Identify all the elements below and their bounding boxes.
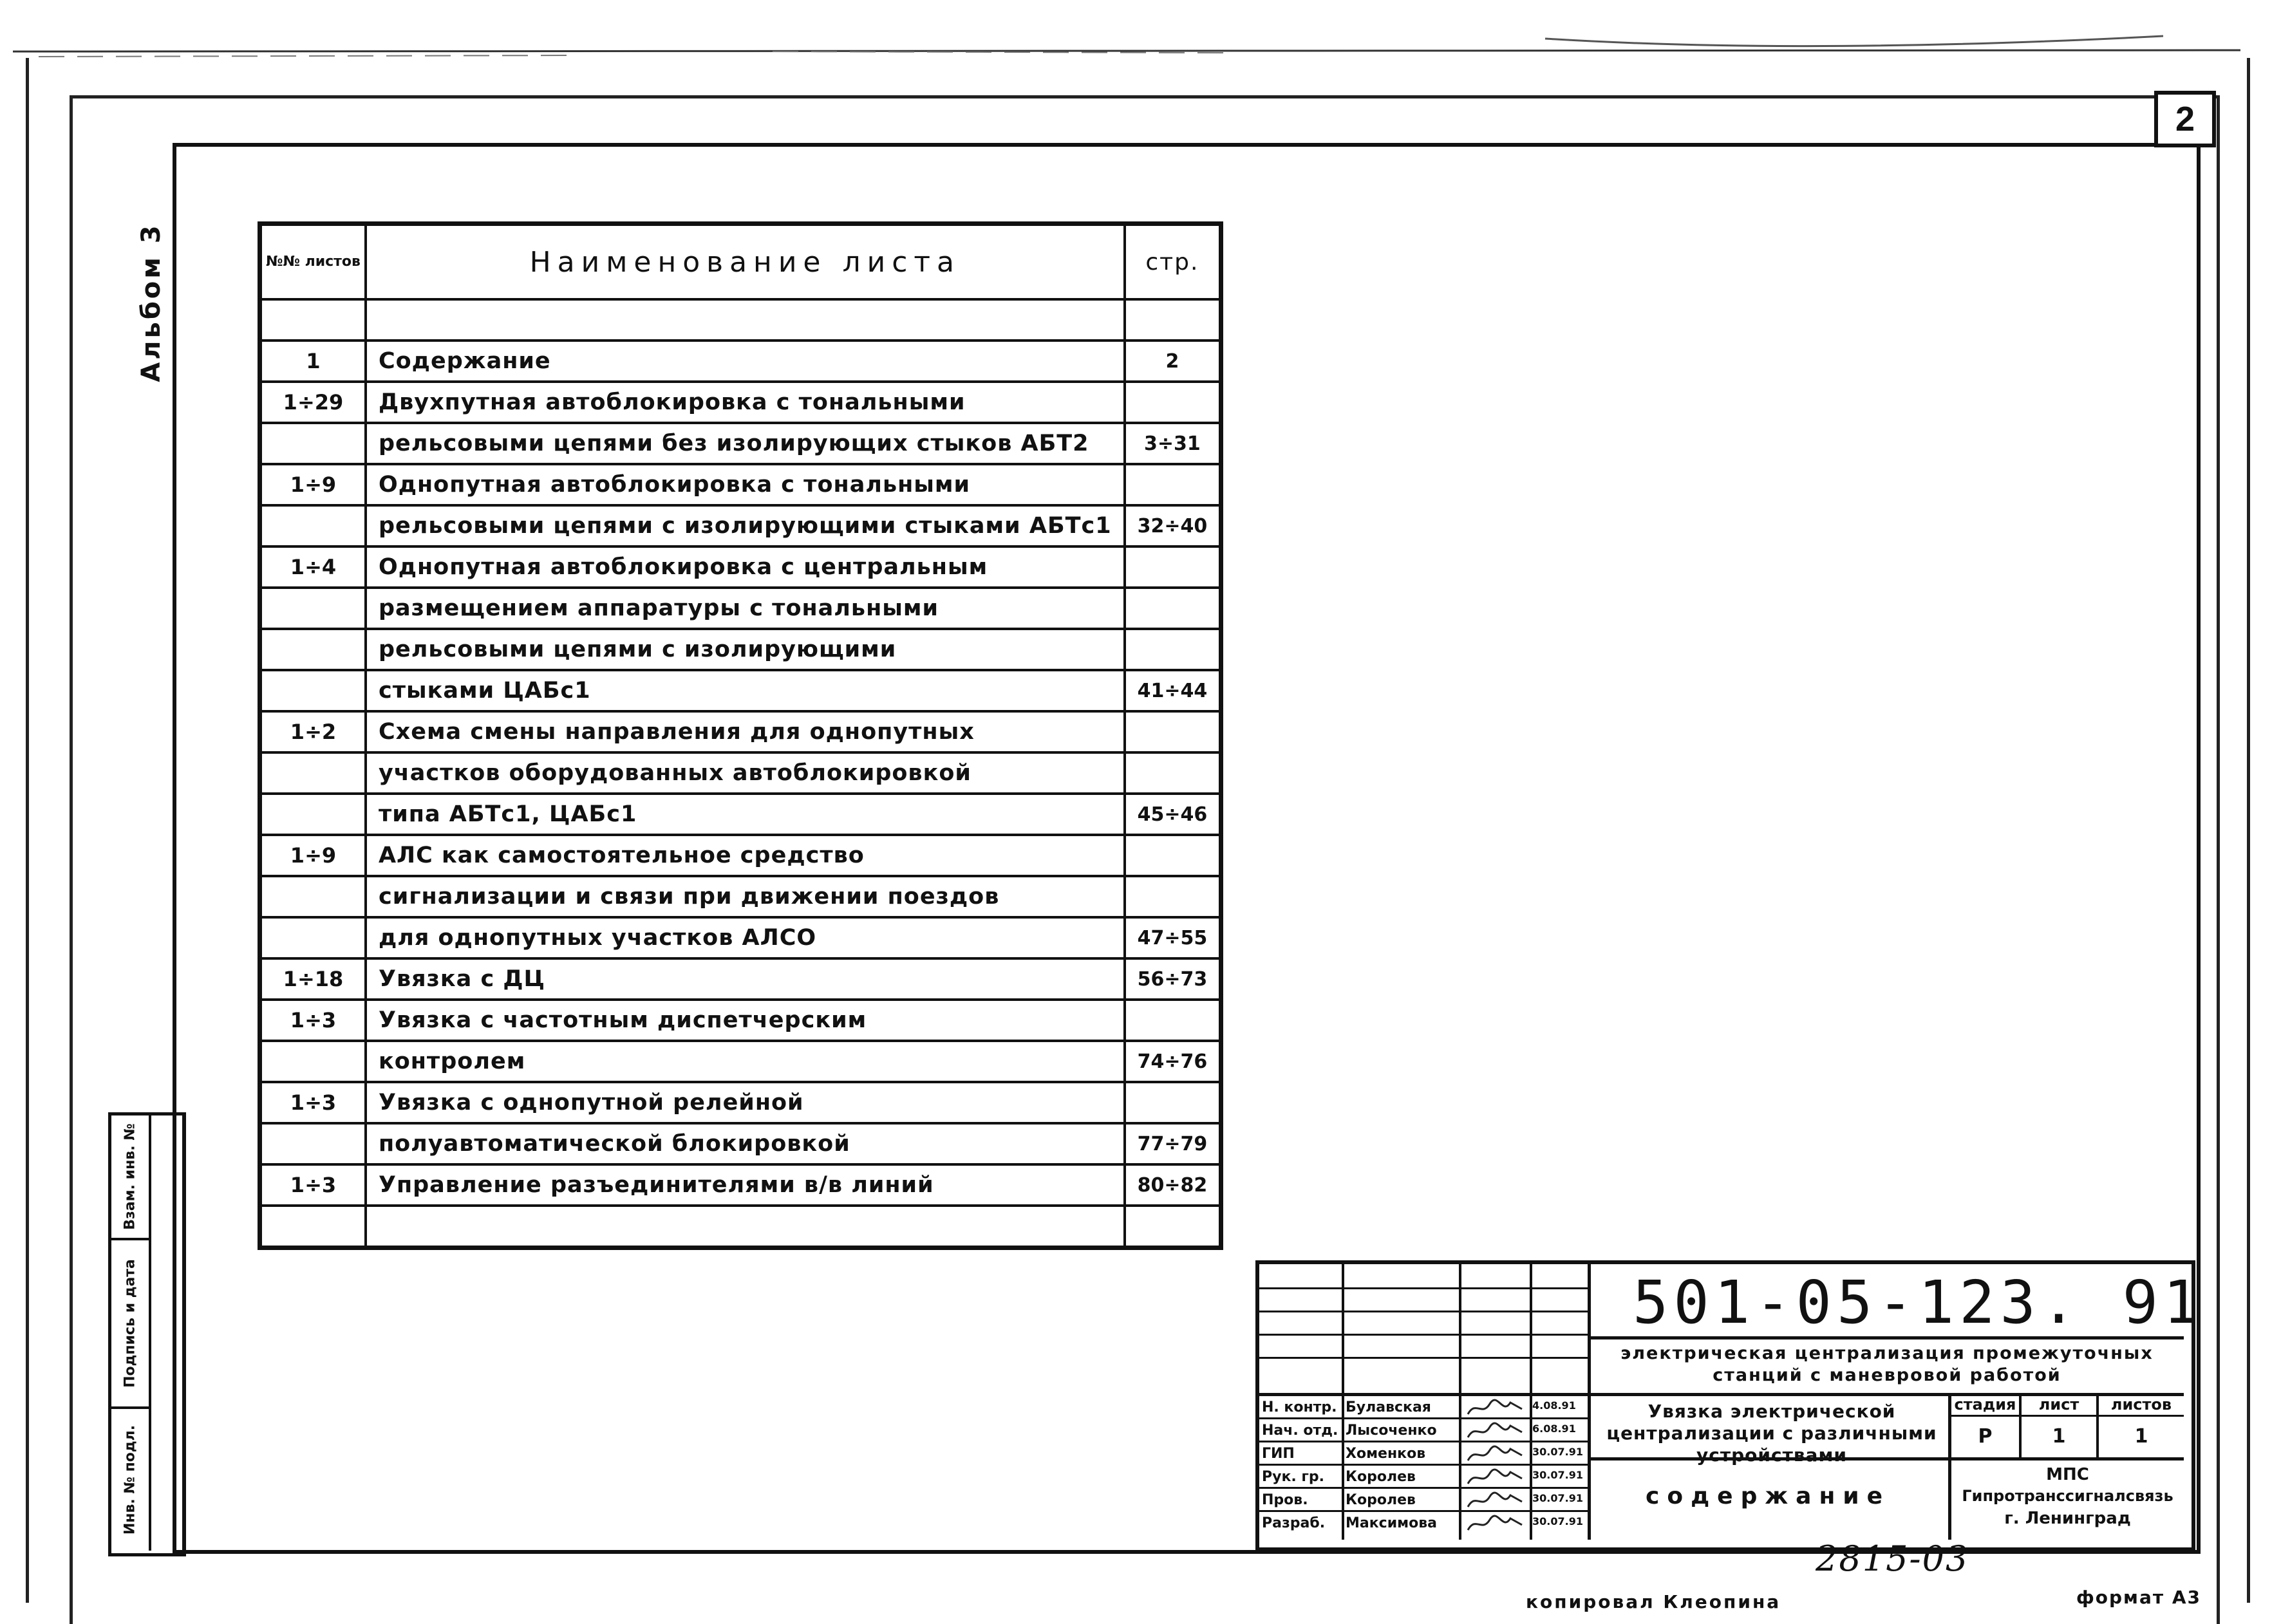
sheet-header: лист <box>2038 1395 2079 1414</box>
signature-role: ГИП <box>1262 1446 1295 1462</box>
page-range: 2 <box>1125 341 1221 382</box>
signature-mark <box>1463 1397 1527 1419</box>
sheet-name: Увязка с частотным диспетчерским <box>366 1000 1125 1041</box>
sheet-title: содержание <box>1646 1483 1890 1509</box>
page-range: 41÷44 <box>1125 670 1221 711</box>
signature-date: 30.07.91 <box>1532 1469 1583 1481</box>
page-range <box>1125 382 1221 423</box>
contents-row <box>260 670 1221 711</box>
page-range: 3÷31 <box>1125 423 1221 464</box>
side-stamp-replace-cell <box>111 1115 149 1240</box>
document-designation: 501-05-123. 91 <box>1633 1268 2204 1337</box>
top-edge-lines <box>0 19 2281 58</box>
page-range <box>1125 629 1221 670</box>
sheet-name: для однопутных участков АЛСО <box>366 917 1125 958</box>
page-range <box>1125 835 1221 876</box>
sheet-name: Однопутная автоблокировка с тональными <box>366 464 1125 505</box>
project-title: электрическая централизация промежуточных станций с маневровой работой <box>1620 1343 2154 1385</box>
contents-header-row <box>260 224 1221 300</box>
section-title: Увязка электрической централизации с различными устройствами <box>1606 1401 1937 1466</box>
contents-row <box>260 299 1221 341</box>
stage-header: стадия <box>1954 1395 2016 1414</box>
sheet-range: 1÷9 <box>260 464 366 505</box>
signature-name: Королев <box>1346 1469 1416 1485</box>
contents-row <box>260 1164 1221 1206</box>
page-range <box>1125 752 1221 794</box>
signature-role: Н. контр. <box>1262 1399 1337 1415</box>
side-stamp-original-cell <box>111 1409 149 1551</box>
side-stamp-inv-original: Инв. № подл. <box>122 1424 138 1535</box>
signature-date: 30.07.91 <box>1532 1446 1583 1458</box>
sheet-number: 2 <box>2154 91 2216 147</box>
sheet-name: Схема смены направления для однопутных <box>366 711 1125 752</box>
side-stamp-sign-date: Подпись и дата <box>122 1259 138 1388</box>
album-text: Альбом 3 <box>136 223 166 382</box>
sheet-range: 1÷4 <box>260 546 366 588</box>
copied-by: копировал Клеопина <box>1526 1591 1781 1612</box>
sheet-range: 1÷2 <box>260 711 366 752</box>
sheet-range <box>260 1041 366 1082</box>
sheet-range: 1÷3 <box>260 1082 366 1123</box>
signature-date: 30.07.91 <box>1532 1492 1583 1504</box>
page-range <box>1125 711 1221 752</box>
sheet-range <box>260 629 366 670</box>
sheet-range <box>260 588 366 629</box>
sheet-value: 1 <box>2052 1425 2066 1448</box>
sheet-range <box>260 1206 366 1248</box>
sheet-name: Содержание <box>366 341 1125 382</box>
page-range: 47÷55 <box>1125 917 1221 958</box>
sheets-header: листов <box>2110 1395 2172 1414</box>
sheet-range: 1÷18 <box>260 958 366 1000</box>
side-stamp-inv-replace: Взам. инв. № <box>122 1123 138 1230</box>
page-range: 77÷79 <box>1125 1123 1221 1164</box>
signature-mark <box>1463 1444 1527 1466</box>
contents-row <box>260 876 1221 917</box>
signature-date: 30.07.91 <box>1532 1515 1583 1527</box>
sheet-name: рельсовыми цепями с изолирующими стыками АБТс1 <box>366 505 1125 546</box>
sheet-name <box>366 299 1125 341</box>
contents-row <box>260 1082 1221 1123</box>
page-range <box>1125 876 1221 917</box>
sheet-name: рельсовыми цепями с изолирующими <box>366 629 1125 670</box>
header-sheet-name: Наименование листа <box>366 224 1125 300</box>
sheet-name: контролем <box>366 1041 1125 1082</box>
page-range <box>1125 546 1221 588</box>
contents-row <box>260 505 1221 546</box>
handwritten-number: 2815-03 <box>1816 1538 1969 1579</box>
sheet-name: Однопутная автоблокировка с центральным <box>366 546 1125 588</box>
signature-name: Максимова <box>1346 1515 1437 1531</box>
contents-row <box>260 835 1221 876</box>
sheet-name: типа АБТс1, ЦАБс1 <box>366 794 1125 835</box>
sheet-name: участков оборудованных автоблокировкой <box>366 752 1125 794</box>
page-range: 32÷40 <box>1125 505 1221 546</box>
album-label <box>126 219 177 386</box>
signature-date: 4.08.91 <box>1532 1399 1576 1412</box>
signature-name: Булавская <box>1346 1399 1431 1415</box>
sheet-name: Двухпутная автоблокировка с тональными <box>366 382 1125 423</box>
signature-role: Нач. отд. <box>1262 1423 1338 1439</box>
contents-row <box>260 546 1221 588</box>
org-line-3: г. Ленинград <box>2004 1509 2131 1528</box>
contents-row <box>260 588 1221 629</box>
contents-row <box>260 1206 1221 1248</box>
sheet-range: 1÷9 <box>260 835 366 876</box>
page-range <box>1125 588 1221 629</box>
sheet-range <box>260 752 366 794</box>
header-page: стр. <box>1125 224 1221 300</box>
contents-row <box>260 382 1221 423</box>
contents-row <box>260 958 1221 1000</box>
contents-row <box>260 341 1221 382</box>
sheets-value: 1 <box>2134 1425 2148 1448</box>
signature-mark <box>1463 1421 1527 1442</box>
signature-date: 6.08.91 <box>1532 1423 1576 1435</box>
sheet-name: сигнализации и связи при движении поездов <box>366 876 1125 917</box>
contents-row <box>260 423 1221 464</box>
signature-mark <box>1463 1467 1527 1489</box>
side-stamp <box>108 1112 186 1556</box>
contents-row <box>260 629 1221 670</box>
sheet-range <box>260 876 366 917</box>
contents-row <box>260 1000 1221 1041</box>
sheet-range <box>260 423 366 464</box>
contents-row <box>260 1123 1221 1164</box>
page-range: 80÷82 <box>1125 1164 1221 1206</box>
signature-name: Королев <box>1346 1492 1416 1508</box>
page-range <box>1125 1000 1221 1041</box>
page-range <box>1125 1206 1221 1248</box>
side-stamp-sign-cell <box>111 1240 149 1409</box>
sheet-name: АЛС как самостоятельное средство <box>366 835 1125 876</box>
signature-role: Пров. <box>1262 1492 1308 1508</box>
page-range <box>1125 1082 1221 1123</box>
page-range: 74÷76 <box>1125 1041 1221 1082</box>
contents-body <box>260 299 1221 1248</box>
contents-row <box>260 917 1221 958</box>
signature-role: Разраб. <box>1262 1515 1326 1531</box>
signature-name: Лысоченко <box>1346 1423 1437 1439</box>
sheet-range: 1 <box>260 341 366 382</box>
contents-row <box>260 1041 1221 1082</box>
page-range: 45÷46 <box>1125 794 1221 835</box>
contents-table <box>258 221 1223 1250</box>
sheet-range: 1÷3 <box>260 1164 366 1206</box>
page-range <box>1125 464 1221 505</box>
sheet-range <box>260 670 366 711</box>
contents-row <box>260 464 1221 505</box>
page-range: 56÷73 <box>1125 958 1221 1000</box>
sheet-name <box>366 1206 1125 1248</box>
sheet-range <box>260 299 366 341</box>
org-line-2: Гипротранссигналсвязь <box>1962 1487 2173 1505</box>
org-line-1: МПС <box>2046 1465 2089 1484</box>
sheet-name: размещением аппаратуры с тональными <box>366 588 1125 629</box>
contents-row <box>260 711 1221 752</box>
header-sheet-numbers: №№ листов <box>260 224 366 300</box>
contents-row <box>260 752 1221 794</box>
sheet-range <box>260 917 366 958</box>
sheet-name: Управление разъединителями в/в линий <box>366 1164 1125 1206</box>
sheet-range <box>260 505 366 546</box>
stage-value: Р <box>1978 1425 1993 1448</box>
sheet-name: рельсовыми цепями без изолирующих стыков АБТ2 <box>366 423 1125 464</box>
sheet-range: 1÷3 <box>260 1000 366 1041</box>
sheet-range <box>260 1123 366 1164</box>
paper-format: формат А3 <box>2076 1587 2201 1608</box>
sheet-name: стыками ЦАБс1 <box>366 670 1125 711</box>
sheet-name: полуавтоматической блокировкой <box>366 1123 1125 1164</box>
signature-mark <box>1463 1513 1527 1535</box>
signature-mark <box>1463 1490 1527 1512</box>
page-range <box>1125 299 1221 341</box>
side-stamp-divider <box>149 1115 151 1551</box>
title-block <box>1255 1260 2204 1551</box>
signature-role: Рук. гр. <box>1262 1469 1325 1485</box>
sheet-name: Увязка с ДЦ <box>366 958 1125 1000</box>
sheet-name: Увязка с однопутной релейной <box>366 1082 1125 1123</box>
sheet-range: 1÷29 <box>260 382 366 423</box>
sheet-range <box>260 794 366 835</box>
signature-name: Хоменков <box>1346 1446 1426 1462</box>
contents-row <box>260 794 1221 835</box>
